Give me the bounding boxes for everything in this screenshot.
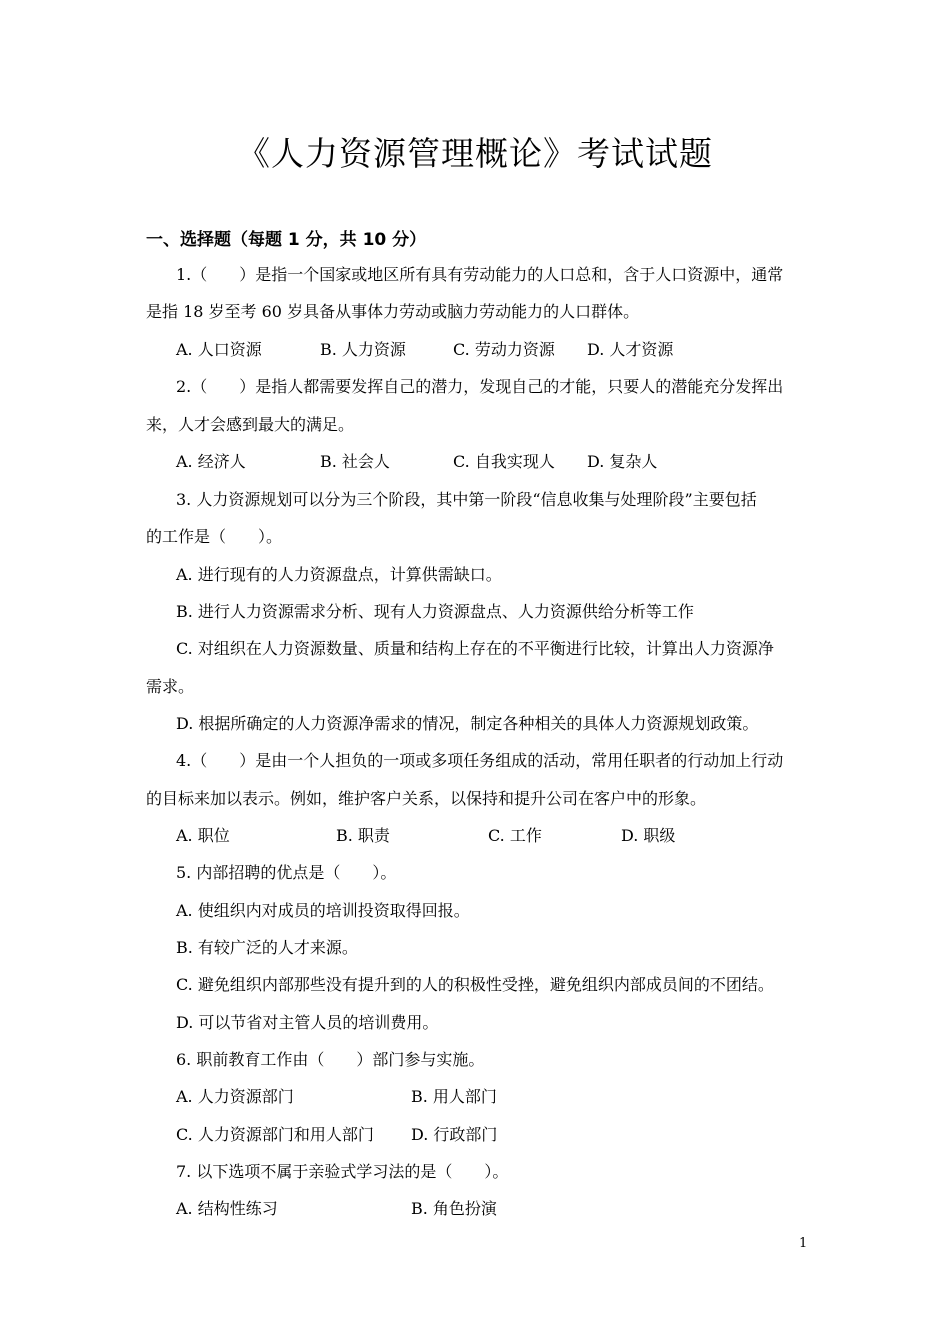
q1-option-b: B. 人力资源 <box>320 340 406 359</box>
q5-option-a: A. 使组织内对成员的培训投资取得回报。 <box>176 901 470 920</box>
q2-option-b: B. 社会人 <box>320 452 390 471</box>
q3-option-c: C. 对组织在人力资源数量、质量和结构上存在的不平衡进行比较，计算出人力资源净 <box>176 639 774 658</box>
page-title: 《人力资源管理概论》考试试题 <box>237 134 713 173</box>
section-heading: 一、选择题（每题 1 分，共 10 分） <box>146 230 427 250</box>
question-7-line-1: 7. 以下选项不属于亲验式学习法的是（ ）。 <box>176 1162 509 1181</box>
q6-option-c: C. 人力资源部门和用人部门 <box>176 1125 374 1144</box>
q3-option-a: A. 进行现有的人力资源盘点，计算供需缺口。 <box>176 565 502 584</box>
question-3-line-2: 的工作是（ ）。 <box>146 527 283 546</box>
q5-option-d: D. 可以节省对主管人员的培训费用。 <box>176 1013 439 1032</box>
q2-option-a: A. 经济人 <box>176 452 246 471</box>
q2-option-d: D. 复杂人 <box>587 452 658 471</box>
q7-option-a: A. 结构性练习 <box>176 1199 278 1218</box>
q6-option-a: A. 人力资源部门 <box>176 1087 294 1106</box>
q6-option-b: B. 用人部门 <box>411 1087 497 1106</box>
q3-option-c-continued: 需求。 <box>146 677 195 696</box>
q3-option-d: D. 根据所确定的人力资源净需求的情况，制定各种相关的具体人力资源规划政策。 <box>176 714 759 733</box>
q1-option-c: C. 劳动力资源 <box>453 340 555 359</box>
page-number: 1 <box>799 1236 808 1251</box>
q1-option-d: D. 人才资源 <box>587 340 674 359</box>
q4-option-d: D. 职级 <box>621 826 676 845</box>
q5-option-c: C. 避免组织内部那些没有提升到的人的积极性受挫，避免组织内部成员间的不团结。 <box>176 975 774 994</box>
q5-option-b: B. 有较广泛的人才来源。 <box>176 938 358 957</box>
question-3-line-1: 3. 人力资源规划可以分为三个阶段，其中第一阶段“信息收集与处理阶段”主要包括 <box>176 490 757 509</box>
q2-option-c: C. 自我实现人 <box>453 452 555 471</box>
question-6-line-1: 6. 职前教育工作由（ ）部门参与实施。 <box>176 1050 485 1069</box>
question-2-line-2: 来，人才会感到最大的满足。 <box>146 415 355 434</box>
q4-option-c: C. 工作 <box>488 826 542 845</box>
question-5-line-1: 5. 内部招聘的优点是（ ）。 <box>176 863 397 882</box>
q1-option-a: A. 人口资源 <box>176 340 262 359</box>
q4-option-a: A. 职位 <box>176 826 230 845</box>
question-1-line-1: 1.（ ）是指一个国家或地区所有具有劳动能力的人口总和，含于人口资源中，通常 <box>176 265 784 284</box>
q4-option-b: B. 职责 <box>336 826 390 845</box>
question-4-line-2: 的目标来加以表示。例如，维护客户关系，以保持和提升公司在客户中的形象。 <box>146 789 707 808</box>
question-4-line-1: 4.（ ）是由一个人担负的一项或多项任务组成的活动，常用任职者的行动加上行动 <box>176 751 784 770</box>
question-2-line-1: 2.（ ）是指人都需要发挥自己的潜力，发现自己的才能，只要人的潜能充分发挥出 <box>176 377 784 396</box>
question-1-line-2: 是指 18 岁至考 60 岁具备从事体力劳动或脑力劳动能力的人口群体。 <box>146 302 640 321</box>
q3-option-b: B. 进行人力资源需求分析、现有人力资源盘点、人力资源供给分析等工作 <box>176 602 694 621</box>
q7-option-b: B. 角色扮演 <box>411 1199 497 1218</box>
q6-option-d: D. 行政部门 <box>411 1125 498 1144</box>
